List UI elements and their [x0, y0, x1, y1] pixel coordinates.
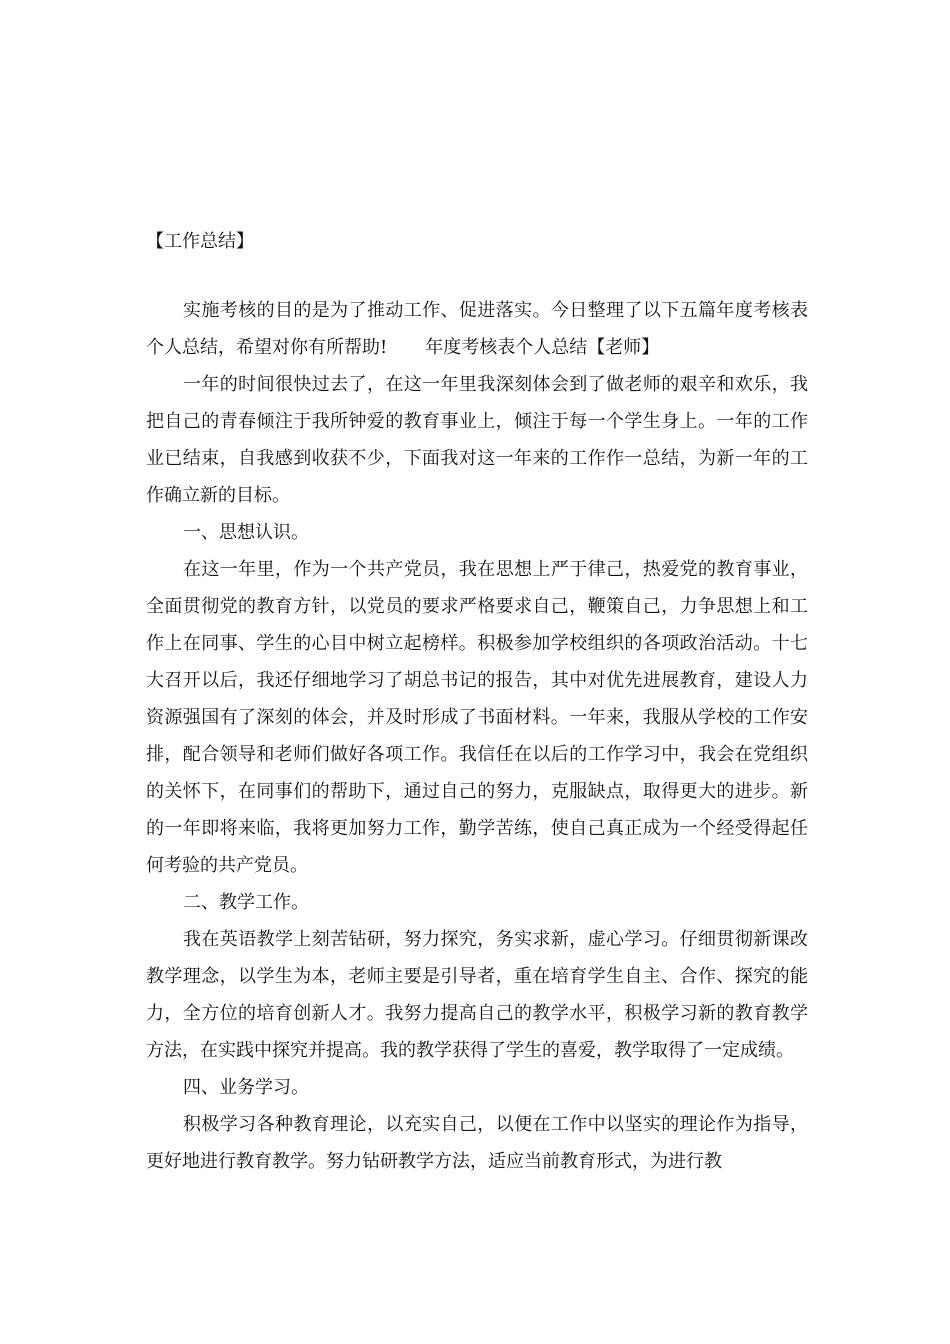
professional-study-paragraph: 积极学习各种教育理论，以充实自己，以便在工作中以坚实的理论作为指导，更好地进行教育教学。努力钻研教学方法，适应当前教育形式，为进行教: [146, 1114, 808, 1172]
heading-professional-study: 四、业务学习。: [183, 1077, 309, 1098]
section-tag: 【工作总结】: [146, 231, 254, 252]
intro-sentence: 实施考核的目的是为了推动工作、促进落实。今日整理了以下五篇年度考核表个人总结，希望对你有所帮助!: [146, 300, 808, 358]
ideology-paragraph: 在这一年里，作为一个共产党员，我在思想上严于律己，热爱党的教育事业，全面贯彻党的教育方针，以党员的要求严格要求自己，鞭策自己，力争思想上和工作上在同事、学生的心目中树立起榜样。积极参加学校组织的各项政治活动。十七大召开以后，我还仔细地学习了胡总书记的报告，其中对优先进展教育，建设人力资源强国有了深刻的体会，并及时形成了书面材料。一年来，我服从学校的工作安排，配合领导和老师们做好各项工作。我信任在以后的工作学习中，我会在党组织的关怀下，在同事们的帮助下，通过自己的努力，克服缺点，取得更大的进步。新的一年即将来临，我将更加努力工作，勤学苦练，使自己真正成为一个经受得起任何考验的共产党员。: [146, 559, 808, 876]
heading-teaching: 二、教学工作。: [183, 892, 309, 913]
teaching-paragraph: 我在英语教学上刻苦钻研，努力探究，务实求新，虚心学习。仔细贯彻新课改教学理念，以学生为本，老师主要是引导者，重在培育学生自主、合作、探究的能力，全方位的培育创新人才。我努力提高自己的教学水平，积极学习新的教育教学方法，在实践中探究并提高。我的教学获得了学生的喜爱，教学取得了一定成绩。: [146, 929, 808, 1061]
document-body: [146, 292, 808, 1180]
summary-subtitle: 年度考核表个人总结【老师】: [425, 337, 660, 358]
heading-ideology: 一、思想认识。: [183, 522, 309, 543]
opening-paragraph: 一年的时间很快过去了，在这一年里我深刻体会到了做老师的艰辛和欢乐，我把自己的青春倾注于我所钟爱的教育事业上，倾注于每一个学生身上。一年的工作业已结束，自我感到收获不少，下面我对这一年来的工作作一总结，为新一年的工作确立新的目标。: [146, 374, 808, 506]
intro-paragraph: [146, 292, 808, 366]
